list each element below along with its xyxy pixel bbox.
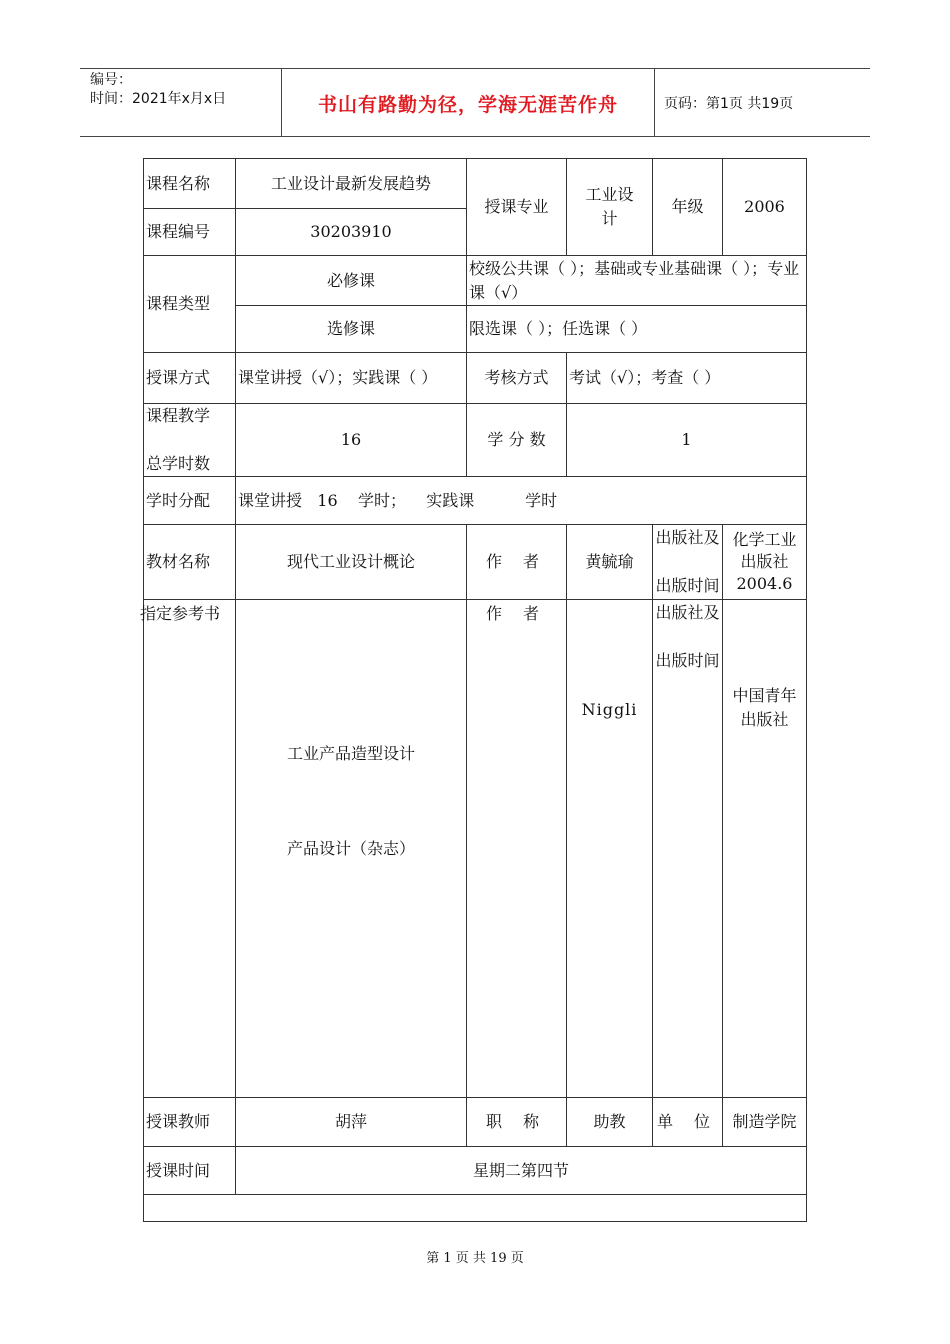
- course-code-label: 课程编号: [144, 209, 236, 256]
- reference-book-1: 工业产品造型设计: [286, 744, 415, 763]
- teacher-title-value: 助教: [567, 1098, 653, 1147]
- grade-label: 年级: [653, 159, 723, 256]
- reference-publisher-label-line1: 出版社及: [655, 603, 720, 622]
- textbook-year: 2004.6: [736, 574, 793, 593]
- total-hours-value: 16: [236, 404, 467, 477]
- elective-value: 限选课（ ）；任选课（ ）: [467, 306, 807, 353]
- hours-distribution-value: 课堂讲授 16 学时； 实践课 学时: [236, 477, 807, 525]
- major-value: [567, 159, 653, 256]
- table-row: [144, 404, 807, 477]
- course-code-value: 30203910: [236, 209, 467, 256]
- course-type-label: 课程类型: [144, 256, 236, 353]
- table-row: [144, 600, 807, 1098]
- exam-value: 考试（√）；考查（ ）: [567, 353, 807, 404]
- empty-row: [144, 1195, 807, 1222]
- header-top-rule: [80, 68, 870, 69]
- credits-label: 学 分 数: [467, 404, 567, 477]
- table-row: [144, 256, 807, 306]
- table-row: [144, 353, 807, 404]
- major-value-text: 工业设计: [585, 185, 634, 228]
- required-label-cell: [236, 256, 467, 306]
- header-meta: [90, 71, 226, 109]
- exam-label: 考核方式: [467, 353, 567, 404]
- reference-publisher-label-line2: 出版时间: [655, 651, 720, 670]
- table-row: [144, 1195, 807, 1222]
- textbook-publisher-label-line1: 出版社及: [655, 528, 720, 547]
- textbook-publisher-label-line2: 出版时间: [655, 576, 720, 595]
- reference-publisher-label: [653, 600, 723, 1098]
- hours-distribution-label: 学时分配: [144, 477, 236, 525]
- header-motto: 书山有路勤为径，学海无涯苦作舟: [317, 94, 618, 116]
- course-info-table: [140, 158, 807, 1222]
- textbook-author-label: 作 者: [467, 525, 567, 600]
- table-row: [144, 306, 807, 353]
- major-label: 授课专业: [467, 159, 567, 256]
- reference-label: 指定参考书: [140, 604, 221, 623]
- textbook-title: 现代工业设计概论: [236, 525, 467, 600]
- reference-books-cell: [236, 600, 467, 1098]
- textbook-publisher-cell: [723, 525, 807, 600]
- reference-label-cell: [140, 600, 236, 1098]
- header-time-label: 时间：2021年x月x日: [90, 91, 227, 107]
- credits-value: 1: [567, 404, 807, 477]
- required-label: 必修课: [326, 270, 375, 290]
- teaching-mode-label: 授课方式: [144, 353, 236, 404]
- schedule-label: 授课时间: [144, 1147, 236, 1195]
- total-hours-label: [144, 404, 236, 477]
- page-footer: 第 1 页 共 19 页: [426, 1251, 524, 1266]
- teaching-mode-value: 课堂讲授（√）；实践课（ ）: [236, 353, 467, 404]
- teacher-label: 授课教师: [144, 1098, 236, 1147]
- table-row: [144, 525, 807, 600]
- textbook-publisher: 化学工业出版社: [732, 530, 797, 571]
- teacher-unit-label: 单 位: [653, 1098, 723, 1147]
- required-value: 校级公共课（ ）；基础或专业基础课（ ）；专业课（√）: [467, 256, 807, 306]
- reference-author: Niggli: [567, 600, 653, 1098]
- teacher-name: 胡萍: [236, 1098, 467, 1147]
- header-page-label: 页码：第1页 共19页: [664, 96, 794, 112]
- header-number-label: 编号：: [90, 72, 132, 88]
- textbook-label: 教材名称: [144, 525, 236, 600]
- schedule-value: 星期二第四节: [236, 1147, 807, 1195]
- table-row: [144, 1147, 807, 1195]
- table-row: [144, 1098, 807, 1147]
- total-hours-label-line1: 课程教学: [146, 406, 211, 425]
- textbook-publisher-label: [653, 525, 723, 600]
- reference-author-label: 作 者: [467, 600, 567, 1098]
- reference-book-2: 产品设计（杂志）: [286, 839, 415, 858]
- total-hours-label-line2: 总学时数: [146, 454, 211, 473]
- header-divider-right: [654, 68, 655, 136]
- teacher-title-label: 职 称: [467, 1098, 567, 1147]
- table-row: [144, 159, 807, 209]
- course-name-value: 工业设计最新发展趋势: [236, 159, 467, 209]
- grade-value: 2006: [723, 159, 807, 256]
- teacher-unit-value: 制造学院: [723, 1098, 807, 1147]
- elective-label: 选修课: [236, 306, 467, 353]
- course-name-label: 课程名称: [144, 159, 236, 209]
- textbook-author: 黄毓瑜: [567, 525, 653, 600]
- header-bottom-rule: [80, 136, 870, 137]
- reference-publisher: 中国青年出版社: [723, 600, 807, 1098]
- table-row: [144, 477, 807, 525]
